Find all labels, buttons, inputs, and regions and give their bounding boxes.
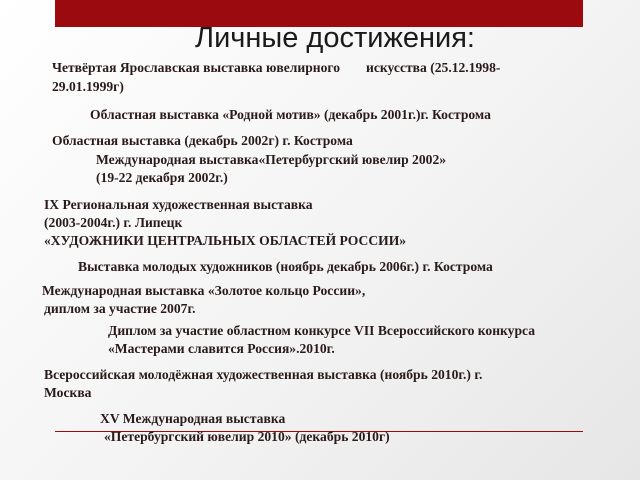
achievement-text: Диплом за участие областном конкурсе VII Всероссийского конкурса bbox=[108, 323, 536, 338]
achievement-item bbox=[44, 214, 182, 232]
achievement-text: искусства (25.12.1998- bbox=[366, 60, 501, 75]
achievement-text: Международная выставка«Петербургский ювелир 2002» bbox=[96, 152, 447, 167]
slide-title: Личные достижения: bbox=[195, 22, 475, 54]
achievement-text: Москва bbox=[44, 385, 92, 400]
achievement-item bbox=[100, 410, 285, 428]
achievement-text: «Мастерами славится Россия».2010г. bbox=[108, 341, 335, 356]
achievement-item bbox=[44, 300, 195, 318]
achievement-item bbox=[52, 78, 124, 96]
achievement-item bbox=[44, 232, 406, 250]
achievement-item bbox=[108, 340, 335, 358]
achievement-item bbox=[44, 196, 313, 214]
achievement-item bbox=[96, 151, 446, 169]
achievement-text: Областная выставка «Родной мотив» (декабрь 2001г.)г. Кострома bbox=[90, 107, 491, 122]
achievement-item bbox=[90, 106, 491, 124]
achievement-item bbox=[42, 282, 365, 300]
achievement-text: «Петербургский ювелир 2010» (декабрь 2010г) bbox=[104, 429, 390, 444]
achievement-item bbox=[44, 384, 91, 402]
achievement-item bbox=[44, 366, 482, 384]
achievement-text: IX Региональная художественная выставка bbox=[44, 197, 313, 212]
achievement-text: «ХУДОЖНИКИ ЦЕНТРАЛЬНЫХ ОБЛАСТЕЙ РОССИИ» bbox=[44, 233, 407, 248]
achievement-text: (19-22 декабря 2002г.) bbox=[96, 170, 228, 185]
achievement-text: XV Международная выставка bbox=[100, 411, 286, 426]
achievement-text: Выставка молодых художников (ноябрь декабрь 2006г.) г. Кострома bbox=[78, 259, 493, 274]
achievement-text: Всероссийская молодёжная художественная выставка (ноябрь 2010г.) г. bbox=[44, 367, 483, 382]
achievement-text: Областная выставка (декабрь 2002г) г. Кострома bbox=[52, 133, 353, 148]
achievement-text: Международная выставка «Золотое кольцо России», bbox=[42, 283, 366, 298]
achievement-text: Четвёртая Ярославская выставка ювелирного bbox=[52, 60, 341, 75]
achievement-item bbox=[108, 322, 535, 340]
achievement-text: 29.01.1999г) bbox=[52, 79, 124, 94]
achievement-text: (2003-2004г.) г. Липецк bbox=[44, 215, 183, 230]
achievement-item bbox=[52, 132, 353, 150]
achievement-item bbox=[96, 169, 228, 187]
achievement-text: диплом за участие 2007г. bbox=[44, 301, 196, 316]
achievement-item bbox=[78, 258, 493, 276]
achievement-item bbox=[104, 428, 390, 446]
achievement-item bbox=[52, 59, 500, 77]
